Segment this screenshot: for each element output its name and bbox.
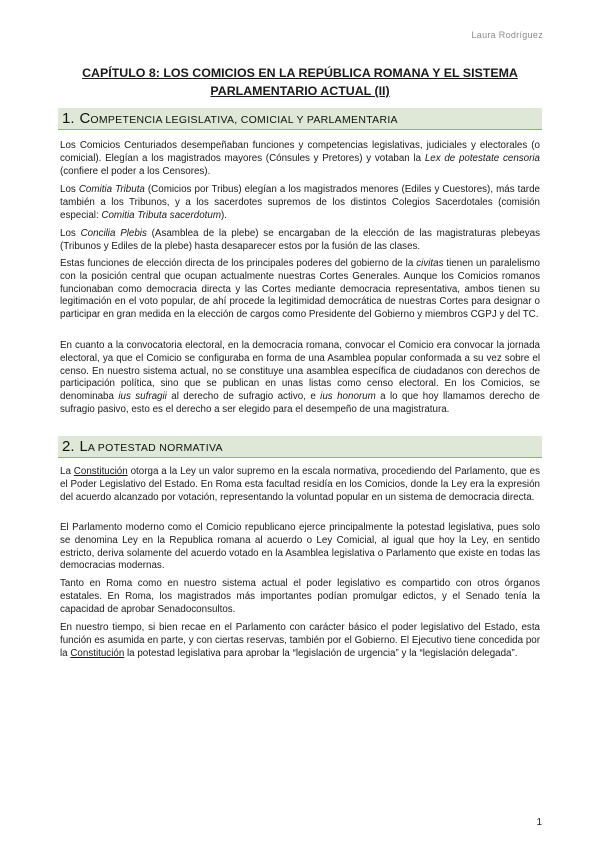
text-run: Los (60, 184, 79, 195)
text-run: En nuestro tiempo, si bien recae en el Parlamento con carácter básico el poder legislativo del Estado, esta función es asumida en parte, y con ciertas reservas, también por el Gobierno. El Ejecutivo tiene concedida por la (60, 622, 540, 659)
text-run: ). (221, 209, 227, 221)
section-1-first-letter: C (79, 110, 91, 127)
constitution-reference: Constitución (70, 647, 125, 659)
italic-term: Comitia Tributa (78, 184, 145, 195)
section-2-paragraph-2: El Parlamento moderno como el Comicio republicano ejerce principalmente la potestad legislativa, pues solo se denomina Ley en la Republica romana al acuerdo o Ley Comicial, al igual que hoy la Ley, en sentido estricto, deriva solamente del acuerdo votado en la Asamblea legislativa o Parlamento que existe en todas las democracias modernas. (60, 522, 540, 572)
text-run: al derecho de sufragio activo, e (166, 391, 321, 403)
section-1-paragraph-2 (60, 184, 540, 222)
italic-term: ius sufragii (118, 391, 167, 403)
section-2-header (58, 436, 542, 458)
text-run: la potestad legislativa para aprobar la “legislación de urgencia” y la “legislación delegada”. (124, 647, 518, 659)
section-1-title: OMPETENCIA LEGISLATIVA, COMICIAL Y PARLAMENTARIA (90, 114, 398, 126)
text-run: (confiere el poder a los Censores). (60, 165, 211, 177)
text-run: (Comicios por Tribus) elegían a los magistrados menores (Ediles y Cuestores), más tarde también a los Tribunos, y a los sacerdotes supremos de los distintos Colegios Sacerdotales (comisión especial: (60, 184, 540, 221)
section-2-paragraph-3: Tanto en Roma como en nuestro sistema actual el poder legislativo es compartido con otros órganos estatales. En Roma, los magistrados más importantes podían promulgar edictos, y el Senado tenía la capacidad de aprobar Senadoconsultos. (60, 578, 540, 615)
italic-term: Lex de potestate censoria (424, 152, 540, 164)
section-2-paragraph-1 (60, 466, 540, 504)
text-run: Estas funciones de elección directa de los principales poderes del gobierno de la (60, 258, 417, 269)
section-2-paragraph-4 (60, 622, 540, 660)
section-2-number: 2. (62, 438, 75, 455)
text-run: tienen un paralelismo con la posición central que ocupan actualmente nuestras Cortes Generales. Aunque los Comicios romanos funcionaban como democracia directa y las Cortes mediante democracia representativa, ambos tienen su legitimación en el voto popular, de ahí procede la legitimidad democrática de nuestras Cortes para designar o participar en gran medida en la elección de cargos como Presidente del Gobierno y miembros CGPJ y del TC. (60, 258, 540, 321)
text-run: Los Comicios Centuriados desempeñaban funciones y competencias legislativas, judiciales y electorales (o comicial). Elegían a los magistrados mayores (Cónsules y Pretores) y votaban la (60, 140, 540, 164)
text-run: (Asamblea de la plebe) se encargaban de la elección de las magistraturas plebeyas (Tribunos y Ediles de la plebe) hasta desaparecer estos por la fusión de las clases. (60, 228, 540, 252)
section-1-paragraph-1 (60, 140, 540, 178)
text-run: otorga a la Ley un valor supremo en la escala normativa, procediendo del Parlamento, que es el Poder Legislativo del Estado. En Roma esta facultad residía en los Comicios, donde la Ley era la expresión del acuerdo alcanzado por votación, representando la voluntad popular en un sistema de democracia directa. (60, 466, 540, 503)
section-1-header (58, 108, 542, 130)
text-run: Los (60, 228, 81, 239)
text-run: La (60, 466, 74, 477)
section-1-paragraph-5 (60, 340, 540, 417)
section-1-number: 1. (62, 110, 75, 127)
page-number: 1 (536, 817, 542, 828)
italic-term: Concilia Plebis (80, 228, 147, 239)
text-run: En cuanto a la convocatoria electoral, en la democracia romana, convocar el Comicio era convocar la jornada electoral, ya que el Comicio se configuraba en forma de una Asamblea popular conformada a su vez sobre el censo. En nuestro sistema actual, no se constituye una asamblea específica de ciudadanos con derechos de participación política, sino que se publican en unas listas como censo electoral. En los Comicios, se denominaba (60, 340, 540, 403)
constitution-reference: Constitución (73, 466, 128, 477)
italic-term: Comitia Tributa sacerdotum (101, 209, 221, 221)
chapter-title (60, 64, 540, 100)
chapter-title-line-2: PARLAMENTARIO ACTUAL (II) (210, 84, 390, 98)
section-1-paragraph-4 (60, 258, 540, 322)
text-run: a lo que hoy llamamos derecho de sufragio pasivo, esto es el derecho a ser elegido para el desempeño de una magistratura. (60, 391, 540, 415)
italic-term: ius honorum (320, 391, 376, 403)
author-name: Laura Rodríguez (471, 30, 543, 40)
chapter-title-line-1: CAPÍTULO 8: LOS COMICIOS EN LA REPÚBLICA ROMANA Y EL SISTEMA (82, 66, 518, 80)
section-2-first-letter: L (79, 438, 88, 455)
section-2-title: A POTESTAD NORMATIVA (87, 442, 223, 454)
section-1-paragraph-3 (60, 228, 540, 254)
italic-term: civitas (416, 258, 444, 269)
